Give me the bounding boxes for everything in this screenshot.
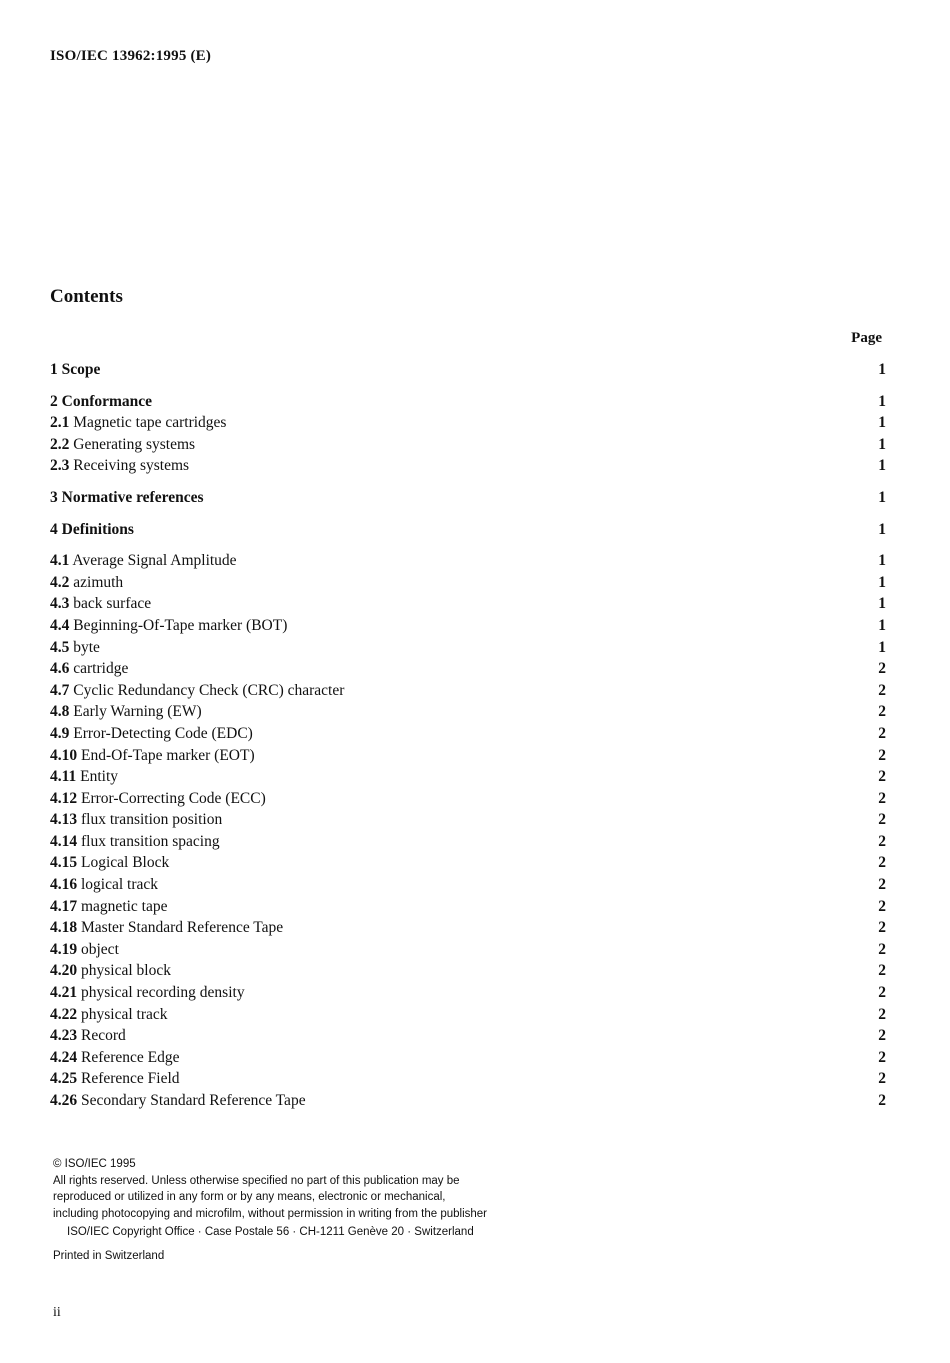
- toc-entry-label: Generating systems: [73, 435, 196, 453]
- toc-entry-title: [50, 1004, 168, 1026]
- toc-entry-label: Normative references: [61, 488, 204, 506]
- toc-entry-title: [50, 960, 171, 982]
- table-of-contents: [50, 359, 886, 1112]
- toc-entry[interactable]: [50, 1004, 886, 1026]
- toc-entry-title: [50, 572, 123, 594]
- toc-entry-page: 2: [878, 897, 886, 915]
- toc-entry-label: magnetic tape: [81, 897, 168, 915]
- toc-entry-title: [50, 519, 134, 541]
- toc-entry-number: 4.5: [50, 638, 70, 656]
- toc-entry-page: 1: [878, 573, 886, 591]
- toc-entry-page: 2: [878, 1092, 886, 1109]
- toc-entry-label: Entity: [80, 768, 119, 786]
- toc-entry-page: 2: [878, 811, 886, 829]
- toc-entry[interactable]: [50, 1025, 886, 1047]
- toc-entry-number: 2.2: [50, 435, 70, 453]
- toc-entry-page: 2: [878, 919, 886, 937]
- toc-entry[interactable]: [50, 391, 886, 413]
- document-identifier: ISO/IEC 13962:1995 (E): [50, 48, 212, 64]
- toc-entry-label: Secondary Standard Reference Tape: [81, 1092, 306, 1109]
- toc-entry-label: Logical Block: [81, 854, 170, 872]
- toc-entry-number: 2.3: [50, 457, 70, 475]
- toc-entry-page: 1: [878, 488, 886, 506]
- toc-entry[interactable]: [50, 680, 886, 702]
- copyright-notice: [53, 1156, 487, 1264]
- toc-entry-number: 4.16: [50, 876, 78, 894]
- toc-entry-page: 2: [878, 962, 886, 980]
- toc-entry-label: cartridge: [73, 660, 129, 678]
- toc-entry-page: 2: [878, 1048, 886, 1066]
- toc-entry-title: [50, 658, 128, 680]
- toc-entry-page: 1: [878, 616, 886, 634]
- toc-entry[interactable]: [50, 831, 886, 853]
- toc-entry-number: 4.18: [50, 919, 78, 937]
- rights-line: All rights reserved. Unless otherwise specified no part of this publication may be: [53, 1174, 460, 1187]
- toc-entry-title: [50, 434, 195, 456]
- toc-entry-title: [50, 896, 168, 918]
- toc-entry[interactable]: [50, 982, 886, 1004]
- toc-entry-title: [50, 1068, 180, 1090]
- toc-entry[interactable]: [50, 615, 886, 637]
- toc-entry-number: 4.26: [50, 1092, 78, 1109]
- toc-entry-number: 4.23: [50, 1027, 78, 1045]
- toc-entry-page: 1: [878, 435, 886, 453]
- rights-line: including photocopying and microfilm, without permission in writing from the publisher: [53, 1207, 488, 1220]
- toc-entry-label: object: [81, 940, 119, 958]
- toc-entry-label: Error-Detecting Code (EDC): [73, 724, 253, 742]
- toc-entry-label: logical track: [81, 876, 159, 894]
- toc-entry-label: physical block: [81, 962, 171, 980]
- toc-entry[interactable]: [50, 723, 886, 745]
- toc-entry-page: 1: [878, 361, 886, 378]
- toc-entry-page: 1: [878, 457, 886, 475]
- toc-entry-label: Reference Edge: [81, 1048, 180, 1066]
- toc-entry-title: [50, 939, 119, 961]
- toc-entry-title: [50, 788, 266, 810]
- toc-entry-number: 4.25: [50, 1070, 78, 1088]
- toc-entry-label: Reference Field: [81, 1070, 180, 1088]
- toc-entry-page: 1: [878, 638, 886, 656]
- toc-entry-number: 4.9: [50, 724, 70, 742]
- toc-entry-title: [50, 852, 169, 874]
- toc-entry-label: Beginning-Of-Tape marker (BOT): [73, 616, 288, 634]
- toc-entry-number: 4.6: [50, 660, 70, 678]
- toc-entry-number: 3: [50, 488, 58, 506]
- toc-entry-page: 2: [878, 660, 886, 678]
- toc-entry[interactable]: [50, 766, 886, 788]
- toc-entry-page: 2: [878, 984, 886, 1002]
- toc-entry[interactable]: [50, 412, 886, 434]
- toc-entry-title: [50, 1025, 126, 1047]
- toc-entry-title: [50, 615, 287, 637]
- toc-entry-number: 4.22: [50, 1005, 78, 1023]
- toc-entry[interactable]: [50, 1068, 886, 1090]
- toc-entry-title: [50, 809, 222, 831]
- toc-entry[interactable]: [50, 434, 886, 456]
- toc-entry-label: Error-Correcting Code (ECC): [81, 789, 266, 807]
- page-number: ii: [53, 1305, 61, 1320]
- toc-entry-number: 4.14: [50, 832, 78, 850]
- toc-entry-page: 2: [878, 724, 886, 742]
- toc-entry-number: 4.7: [50, 681, 70, 699]
- toc-entry-title: [50, 874, 158, 896]
- toc-entry-label: physical recording density: [81, 984, 245, 1002]
- toc-entry-label: Receiving systems: [73, 457, 190, 475]
- toc-entry[interactable]: [50, 487, 886, 509]
- toc-entry-number: 4.13: [50, 811, 78, 829]
- toc-entry[interactable]: [50, 745, 886, 767]
- toc-entry-page: 2: [878, 746, 886, 764]
- toc-entry-number: 4.2: [50, 573, 70, 591]
- toc-entry-page: 2: [878, 681, 886, 699]
- toc-entry-title: [50, 766, 118, 788]
- toc-entry-title: [50, 917, 283, 939]
- publisher-address: ISO/IEC Copyright Office · Case Postale 56 · CH-1211 Genève 20 · Switzerland: [67, 1226, 474, 1238]
- contents-title: Contents: [50, 286, 123, 307]
- toc-entry-label: Average Signal Amplitude: [72, 552, 237, 570]
- toc-entry-label: flux transition position: [81, 811, 223, 829]
- toc-entry-title: [50, 637, 100, 659]
- toc-entry-number: 4.12: [50, 789, 78, 807]
- toc-entry-label: Record: [81, 1027, 126, 1045]
- toc-entry[interactable]: [50, 917, 886, 939]
- toc-entry-title: [50, 359, 100, 381]
- toc-entry-label: Magnetic tape cartridges: [73, 414, 227, 432]
- toc-entry-label: Definitions: [61, 520, 134, 538]
- printed-in: Printed in Switzerland: [53, 1249, 165, 1262]
- toc-entry[interactable]: [50, 701, 886, 723]
- toc-entry[interactable]: [50, 550, 886, 572]
- toc-entry-page: 2: [878, 876, 886, 894]
- toc-entry-number: 2: [50, 392, 58, 410]
- toc-entry-title: [50, 550, 237, 572]
- toc-entry-title: [50, 487, 204, 509]
- toc-entry-number: 4.10: [50, 746, 78, 764]
- toc-entry-title: [50, 831, 220, 853]
- rights-line: reproduced or utilized in any form or by any means, electronic or mechanical,: [53, 1191, 446, 1203]
- toc-entry-label: Master Standard Reference Tape: [81, 919, 284, 937]
- toc-entry-title: [50, 412, 226, 434]
- toc-entry-number: 4.19: [50, 940, 78, 958]
- toc-entry[interactable]: [50, 874, 886, 896]
- toc-entry-label: azimuth: [73, 573, 124, 591]
- toc-entry-label: Cyclic Redundancy Check (CRC) character: [73, 681, 345, 699]
- toc-entry-number: 4.11: [50, 768, 77, 786]
- toc-entry[interactable]: [50, 519, 886, 541]
- toc-entry-number: 4.24: [50, 1048, 78, 1066]
- toc-entry-title: [50, 723, 253, 745]
- toc-entry[interactable]: [50, 896, 886, 918]
- toc-entry-number: 4.15: [50, 854, 78, 872]
- toc-entry[interactable]: [50, 960, 886, 982]
- toc-entry-label: Early Warning (EW): [73, 703, 202, 721]
- toc-entry-title: [50, 680, 344, 702]
- toc-entry[interactable]: [50, 593, 886, 615]
- toc-entry-number: 4.8: [50, 703, 70, 721]
- toc-entry-number: 4.4: [50, 616, 70, 634]
- toc-entry-label: physical track: [81, 1005, 168, 1023]
- toc-entry-number: 4.20: [50, 962, 78, 980]
- toc-entry[interactable]: [50, 359, 886, 381]
- toc-entry[interactable]: [50, 1047, 886, 1069]
- toc-entry[interactable]: [50, 852, 886, 874]
- toc-entry[interactable]: [50, 572, 886, 594]
- toc-entry-page: 2: [878, 1070, 886, 1088]
- toc-entry-number: 2.1: [50, 414, 70, 432]
- toc-entry-page: 2: [878, 832, 886, 850]
- toc-entry-title: [50, 701, 202, 723]
- toc-entry-number: 4.17: [50, 897, 78, 915]
- toc-entry-page: 2: [878, 854, 886, 872]
- toc-entry-label: End-Of-Tape marker (EOT): [81, 746, 255, 764]
- toc-entry-title: [50, 391, 152, 413]
- copyright-line: © ISO/IEC 1995: [53, 1158, 136, 1170]
- toc-entry[interactable]: [50, 788, 886, 810]
- toc-entry-label: back surface: [73, 595, 152, 613]
- toc-entry-title: [50, 982, 245, 1004]
- toc-entry-number: 4.1: [50, 552, 70, 570]
- toc-entry-label: byte: [73, 638, 100, 656]
- toc-entry-number: 4: [50, 520, 58, 538]
- toc-entry-page: 1: [878, 392, 886, 410]
- toc-entry-label: Scope: [61, 361, 101, 378]
- toc-entry-number: 4.3: [50, 595, 70, 613]
- toc-entry[interactable]: [50, 455, 886, 477]
- toc-entry[interactable]: [50, 1090, 886, 1112]
- toc-entry-page: 1: [878, 520, 886, 538]
- toc-entry[interactable]: [50, 939, 886, 961]
- toc-entry-page: 2: [878, 940, 886, 958]
- page-column-header: Page: [851, 330, 882, 346]
- toc-entry-page: 2: [878, 768, 886, 786]
- toc-entry-number: 1: [50, 361, 58, 378]
- toc-entry[interactable]: [50, 809, 886, 831]
- toc-entry-page: 2: [878, 703, 886, 721]
- toc-entry-title: [50, 1047, 180, 1069]
- toc-entry[interactable]: [50, 658, 886, 680]
- toc-entry[interactable]: [50, 637, 886, 659]
- toc-entry-number: 4.21: [50, 984, 78, 1002]
- toc-entry-title: [50, 745, 255, 767]
- toc-entry-title: [50, 1090, 306, 1112]
- toc-entry-page: 2: [878, 789, 886, 807]
- toc-entry-page: 2: [878, 1005, 886, 1023]
- toc-entry-page: 2: [878, 1027, 886, 1045]
- toc-entry-page: 1: [878, 552, 886, 570]
- toc-entry-page: 1: [878, 414, 886, 432]
- toc-entry-title: [50, 455, 189, 477]
- toc-entry-title: [50, 593, 151, 615]
- toc-entry-label: flux transition spacing: [81, 832, 220, 850]
- toc-entry-page: 1: [878, 595, 886, 613]
- toc-entry-label: Conformance: [61, 392, 153, 410]
